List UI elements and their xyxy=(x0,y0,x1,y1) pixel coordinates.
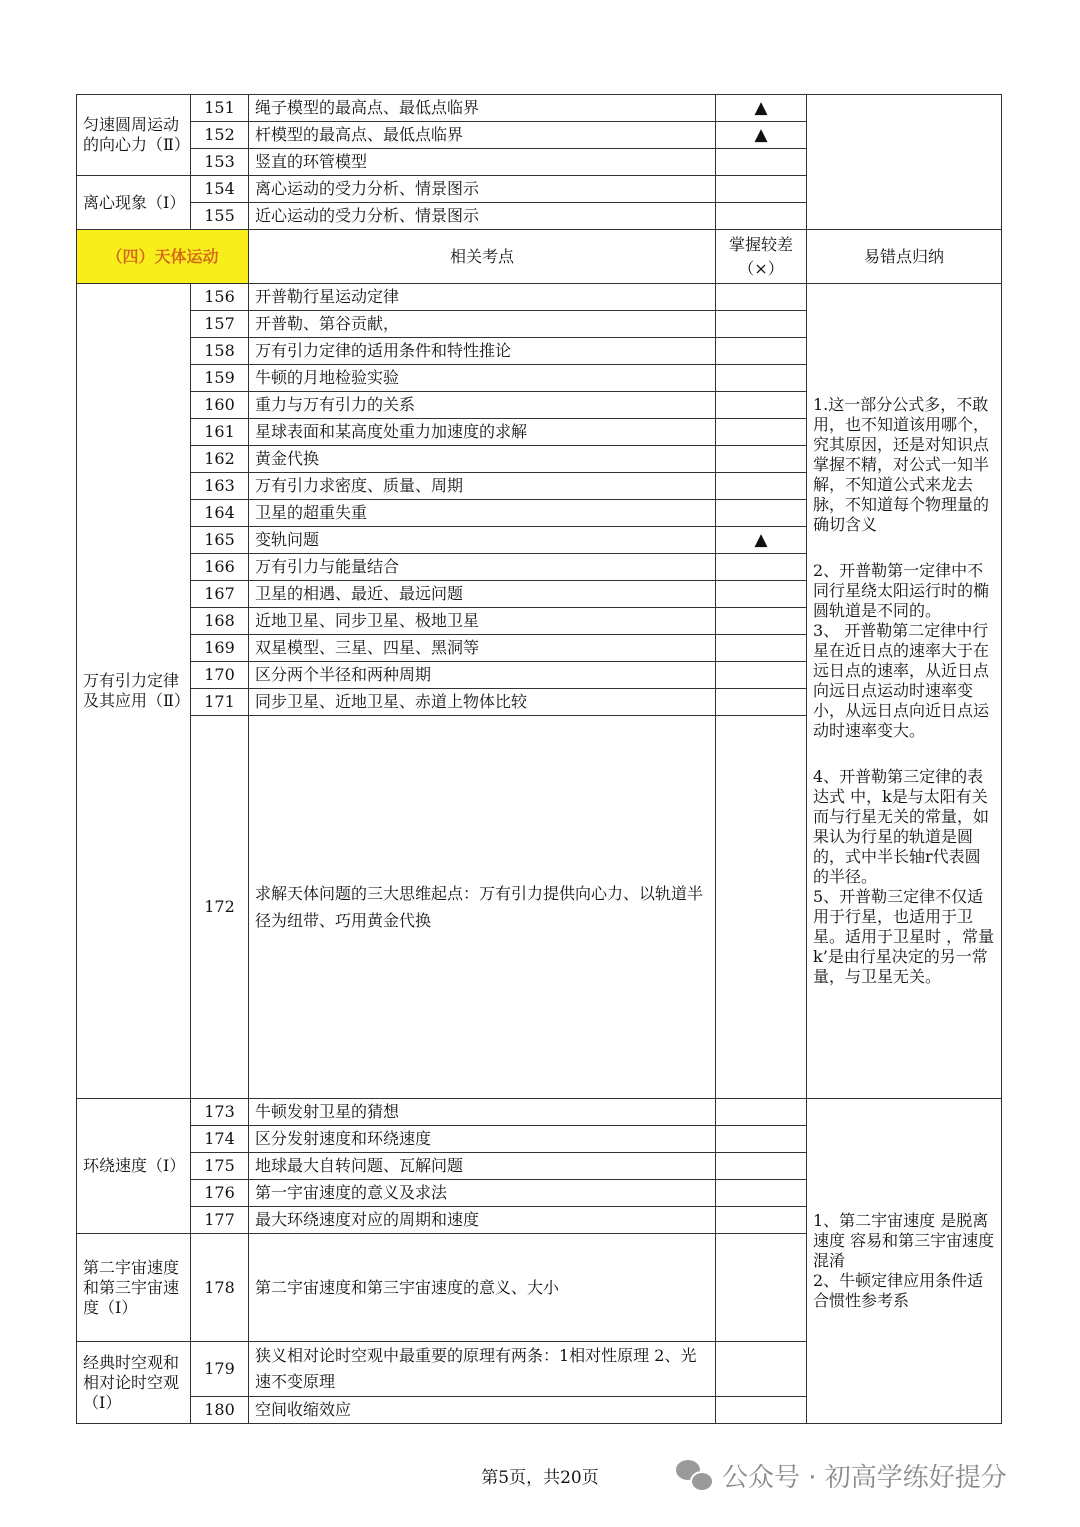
point-text: 卫星的超重失重 xyxy=(249,500,716,527)
point-text: 最大环绕速度对应的周期和速度 xyxy=(249,1207,716,1234)
tip-paragraph: 1.这一部分公式多，不敢用，也不知道该用哪个，究其原因，还是对知识点掌握不精，对公式一知半解，不知道公式来龙去脉，不知道每个物理量的确切含义 xyxy=(813,395,990,534)
category-cell: 经典时空观和相对论时空观（Ⅰ） xyxy=(77,1342,191,1424)
point-number: 164 xyxy=(191,500,249,527)
point-text: 星球表面和某高度处重力加速度的求解 xyxy=(249,419,716,446)
section-title: （四）天体运动 xyxy=(77,230,249,284)
poor-mastery-mark xyxy=(716,473,807,500)
point-number: 180 xyxy=(191,1397,249,1424)
poor-mastery-mark xyxy=(716,689,807,716)
point-number: 157 xyxy=(191,311,249,338)
point-number: 165 xyxy=(191,527,249,554)
point-text: 万有引力求密度、质量、周期 xyxy=(249,473,716,500)
tip-paragraph: 3、 开普勒第二定律中行星在近日点的速率大于在远日点的速率，从近日点向远日点运动时速率变小，从远日点向近日点运动时速率变大。 xyxy=(813,621,990,740)
tip-cell xyxy=(807,284,1002,1099)
poor-mastery-mark xyxy=(716,365,807,392)
poor-mastery-mark: ▲ xyxy=(716,95,807,122)
point-number: 160 xyxy=(191,392,249,419)
point-number: 155 xyxy=(191,203,249,230)
point-number: 175 xyxy=(191,1153,249,1180)
wechat-icon xyxy=(676,1460,712,1490)
point-text: 开普勒行星运动定律 xyxy=(249,284,716,311)
point-text: 牛顿发射卫星的猜想 xyxy=(249,1099,716,1126)
point-number: 171 xyxy=(191,689,249,716)
tip-paragraph: 2、牛顿定律应用条件适合惯性参考系 xyxy=(813,1271,984,1310)
tip-cell xyxy=(807,1099,1002,1424)
poor-mastery-mark xyxy=(716,1342,807,1397)
point-number: 151 xyxy=(191,95,249,122)
poor-mastery-mark xyxy=(716,446,807,473)
point-text: 牛顿的月地检验实验 xyxy=(249,365,716,392)
column-header-topic: 相关考点 xyxy=(249,230,716,284)
category-cell: 万有引力定律及其应用（Ⅱ） xyxy=(77,284,191,1099)
point-number: 169 xyxy=(191,635,249,662)
category-cell: 环绕速度（Ⅰ） xyxy=(77,1099,191,1234)
point-text: 区分两个半径和两种周期 xyxy=(249,662,716,689)
poor-mastery-mark xyxy=(716,1397,807,1424)
poor-mastery-mark xyxy=(716,203,807,230)
poor-mastery-mark xyxy=(716,1153,807,1180)
poor-mastery-mark xyxy=(716,662,807,689)
point-text: 卫星的相遇、最近、最远问题 xyxy=(249,581,716,608)
point-number: 161 xyxy=(191,419,249,446)
point-number: 177 xyxy=(191,1207,249,1234)
poor-mastery-mark xyxy=(716,1126,807,1153)
point-number: 168 xyxy=(191,608,249,635)
point-text: 近地卫星、同步卫星、极地卫星 xyxy=(249,608,716,635)
point-text: 竖直的环管模型 xyxy=(249,149,716,176)
poor-mastery-mark xyxy=(716,419,807,446)
point-number: 152 xyxy=(191,122,249,149)
point-number: 167 xyxy=(191,581,249,608)
point-number: 163 xyxy=(191,473,249,500)
poor-mastery-mark xyxy=(716,1180,807,1207)
point-text: 求解天体问题的三大思维起点：万有引力提供向心力、以轨道半径为纽带、巧用黄金代换 xyxy=(249,716,716,1099)
point-text: 杆模型的最高点、最低点临界 xyxy=(249,122,716,149)
point-text: 黄金代换 xyxy=(249,446,716,473)
point-number: 178 xyxy=(191,1234,249,1342)
tip-paragraph: 2、开普勒第一定律中不同行星绕太阳运行时的椭圆轨道是不同的。 xyxy=(813,561,990,620)
tip-paragraph: 1、第二宇宙速度 是脱离速度 容易和第三宇宙速度混淆 xyxy=(813,1211,995,1270)
category-cell: 离心现象（Ⅰ） xyxy=(77,176,191,230)
poor-mastery-mark xyxy=(716,554,807,581)
point-number: 174 xyxy=(191,1126,249,1153)
point-text: 双星模型、三星、四星、黑洞等 xyxy=(249,635,716,662)
point-text: 变轨问题 xyxy=(249,527,716,554)
point-number: 170 xyxy=(191,662,249,689)
poor-mastery-mark xyxy=(716,392,807,419)
point-number: 156 xyxy=(191,284,249,311)
tip-paragraph: 4、开普勒第三定律的表达式 中，k是与太阳有关而与行星无关的常量，如果认为行星的轨道是圆的，式中半长轴r代表圆的半径。 xyxy=(813,767,990,886)
point-text: 万有引力与能量结合 xyxy=(249,554,716,581)
category-cell: 匀速圆周运动的向心力（Ⅱ） xyxy=(77,95,191,176)
poor-mastery-mark xyxy=(716,149,807,176)
point-number: 162 xyxy=(191,446,249,473)
poor-mastery-mark xyxy=(716,608,807,635)
point-text: 区分发射速度和环绕速度 xyxy=(249,1126,716,1153)
poor-mastery-mark xyxy=(716,1207,807,1234)
point-text: 狭义相对论时空观中最重要的原理有两条：1相对性原理 2、光速不变原理 xyxy=(249,1342,716,1397)
point-number: 176 xyxy=(191,1180,249,1207)
point-number: 159 xyxy=(191,365,249,392)
poor-mastery-mark: ▲ xyxy=(716,527,807,554)
category-cell: 第二宇宙速度和第三宇宙速度（Ⅰ） xyxy=(77,1234,191,1342)
poor-mastery-mark xyxy=(716,500,807,527)
point-number: 154 xyxy=(191,176,249,203)
point-text: 开普勒、第谷贡献， xyxy=(249,311,716,338)
poor-mastery-mark xyxy=(716,284,807,311)
poor-mastery-mark xyxy=(716,176,807,203)
poor-mastery-mark xyxy=(716,581,807,608)
point-text: 重力与万有引力的关系 xyxy=(249,392,716,419)
point-text: 绳子模型的最高点、最低点临界 xyxy=(249,95,716,122)
point-text: 第一宇宙速度的意义及求法 xyxy=(249,1180,716,1207)
tip-cell-empty xyxy=(807,95,1002,230)
poor-mastery-mark xyxy=(716,311,807,338)
point-text: 第二宇宙速度和第三宇宙速度的意义、大小 xyxy=(249,1234,716,1342)
point-text: 万有引力定律的适用条件和特性推论 xyxy=(249,338,716,365)
point-text: 同步卫星、近地卫星、赤道上物体比较 xyxy=(249,689,716,716)
point-text: 离心运动的受力分析、情景图示 xyxy=(249,176,716,203)
point-number: 158 xyxy=(191,338,249,365)
point-text: 近心运动的受力分析、情景图示 xyxy=(249,203,716,230)
poor-mastery-mark xyxy=(716,716,807,1099)
poor-mastery-mark xyxy=(716,338,807,365)
point-number: 179 xyxy=(191,1342,249,1397)
poor-mastery-mark xyxy=(716,1099,807,1126)
point-text: 空间收缩效应 xyxy=(249,1397,716,1424)
poor-mastery-mark xyxy=(716,1234,807,1342)
page-number: 第5页，共20页 xyxy=(481,1468,599,1488)
tip-paragraph: 5、开普勒三定律不仅适用于行星，也适用于卫星。适用于卫星时 ，常量k’是由行星决定的另一常量，与卫星无关。 xyxy=(813,887,995,986)
column-header-poor: 掌握较差（×） xyxy=(716,230,807,284)
point-number: 173 xyxy=(191,1099,249,1126)
poor-mastery-mark xyxy=(716,635,807,662)
point-number: 172 xyxy=(191,716,249,1099)
watermark xyxy=(676,1453,1007,1497)
poor-mastery-mark: ▲ xyxy=(716,122,807,149)
column-header-summary: 易错点归纳 xyxy=(807,230,1002,284)
point-number: 153 xyxy=(191,149,249,176)
knowledge-point-table xyxy=(76,94,1002,1424)
point-number: 166 xyxy=(191,554,249,581)
point-text: 地球最大自转问题、瓦解问题 xyxy=(249,1153,716,1180)
watermark-text: 公众号 · 初高学练好提分 xyxy=(722,1462,1007,1493)
